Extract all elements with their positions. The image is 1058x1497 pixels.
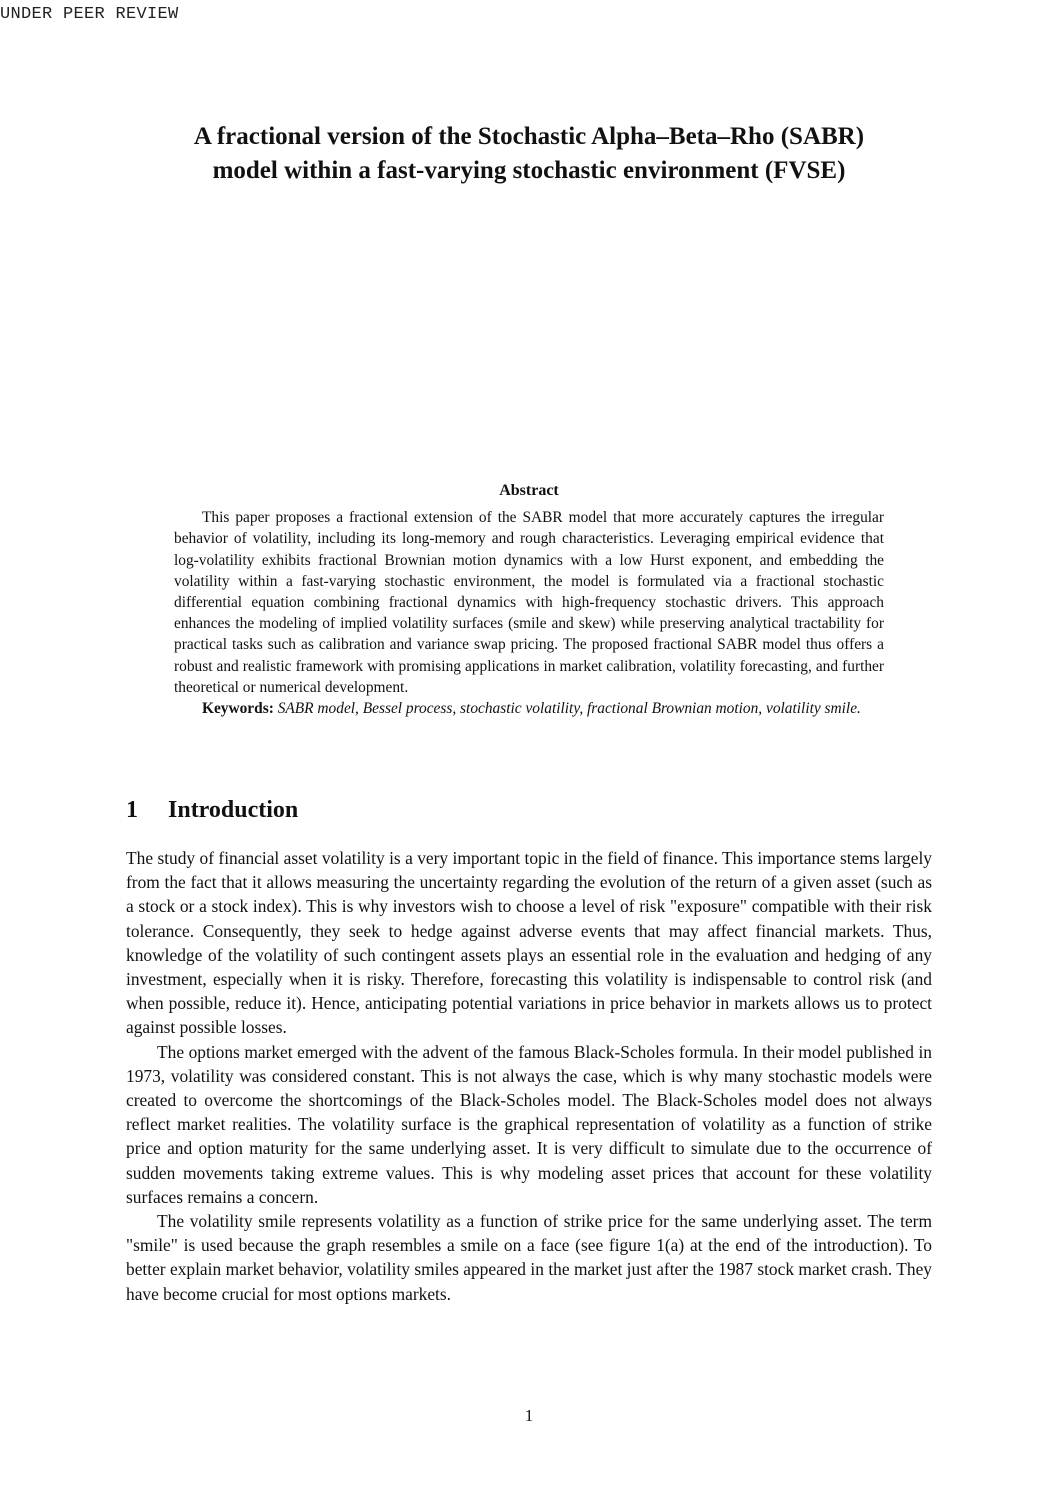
paragraph: The study of financial asset volatility is a very important topic in the field of finance. This importance stems largely from the fact that it allows measuring the uncertainty regarding the evolution of the return of a given asset (such as a stock or a stock index). This is why investors wish to choose a level of risk "exposure" compatible with their risk tolerance. Consequently, they seek to hedge against adverse events that may affect financial markets. Thus, knowledge of the volatility of such contingent assets plays an essential role in the evaluation and hedging of any investment, especially when it is risky. Therefore, forecasting this volatility is indispensable to control risk (and when possible, reduce it). Hence, anticipating potential variations in price behavior in markets allows us to protect against possible losses.	[126, 848, 932, 1038]
abstract-text: This paper proposes a fractional extension of the SABR model that more accurately captures the irregular behavior of volatility, including its long-memory and rough characteristics. Leveraging empirical evidence that log-volatility exhibits fractional Brownian motion dynamics with a low Hurst exponent, and embedding the volatility within a fast-varying stochastic environment, the model is formulated via a fractional stochastic differential equation combining fractional dynamics with high-frequency stochastic drivers. This approach enhances the modeling of implied volatility surfaces (smile and skew) while preserving analytical tractability for practical tasks such as calibration and variance swap pricing. The proposed fractional SABR model thus offers a robust and realistic framework with promising applications in market calibration, volatility forecasting, and further theoretical or numerical development.	[174, 509, 884, 696]
introduction-body	[126, 846, 932, 1306]
title-line-2: model within a fast-varying stochastic environment (FVSE)	[212, 157, 846, 184]
paper-title	[100, 120, 958, 188]
keywords	[174, 698, 884, 719]
review-watermark: UNDER PEER REVIEW	[0, 5, 179, 24]
section-number: 1	[126, 797, 138, 823]
abstract-heading: Abstract	[499, 482, 559, 499]
keywords-list: SABR model, Bessel process, stochastic volatility, fractional Brownian motion, volatility smile.	[277, 700, 861, 718]
paragraph: The options market emerged with the advent of the famous Black-Scholes formula. In their model published in 1973, volatility was considered constant. This is not always the case, which is why many stochastic models were created to overcome the shortcomings of the Black-Scholes model. The Black-Scholes model does not always reflect market realities. The volatility surface is the graphical representation of volatility as a function of strike price and option maturity for the same underlying asset. It is very difficult to simulate due to the occurrence of sudden movements taking extreme values. This is why modeling asset prices that account for these volatility surfaces remains a concern.	[126, 1041, 932, 1207]
page-number: 1	[524, 1406, 534, 1425]
paragraph: The volatility smile represents volatility as a function of strike price for the same underlying asset. The term "smile" is used because the graph resembles a smile on a face (see figure 1(a) at the end of the introduction). To better explain market behavior, volatility smiles appeared in the market just after the 1987 stock market crash. They have become crucial for most options markets.	[126, 1211, 932, 1304]
section-title: Introduction	[168, 797, 299, 823]
abstract-block	[174, 480, 884, 719]
section-heading	[126, 797, 298, 824]
keywords-label: Keywords:	[202, 700, 274, 718]
title-line-1: A fractional version of the Stochastic Alpha–Beta–Rho (SABR)	[193, 123, 865, 150]
